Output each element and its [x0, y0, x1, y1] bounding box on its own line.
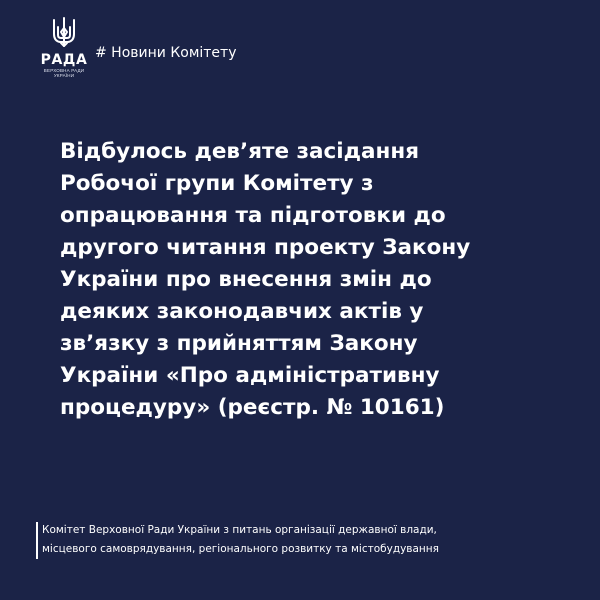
- footer-line: місцевого самоврядування, регіонального розвитку та містобудування: [42, 543, 439, 555]
- headline-line: зв’язку з прийняттям Закону: [60, 331, 418, 356]
- footer-accent-bar: [36, 522, 38, 559]
- committee-footer: [42, 521, 590, 559]
- headline-line: деяких законодавчих актів у: [60, 299, 424, 324]
- trident-icon: [51, 16, 77, 50]
- headline-line: процедуру» (реєстр. № 10161): [60, 395, 445, 420]
- logo-subtitle: ВЕРХОВНА РАДИ УКРАЇНИ: [43, 68, 85, 78]
- headline-line: України «Про адміністративну: [60, 363, 440, 388]
- headline-line: опрацювання та підготовки до: [60, 203, 446, 228]
- footer-line: Комітет Верховної Ради України з питань організації державної влади,: [42, 524, 437, 536]
- logo-wordmark: РАДА: [40, 52, 88, 68]
- verkhovna-rada-logo: [36, 16, 92, 78]
- category-tag: # Новини Комітету: [95, 45, 237, 61]
- headline-line: України про внесення змін до: [60, 267, 432, 292]
- headline-line: Робочої групи Комітету з: [60, 171, 374, 196]
- headline-line: другого читання проекту Закону: [60, 235, 471, 260]
- headline: [60, 136, 580, 424]
- headline-line: Відбулось дев’яте засідання: [60, 139, 420, 164]
